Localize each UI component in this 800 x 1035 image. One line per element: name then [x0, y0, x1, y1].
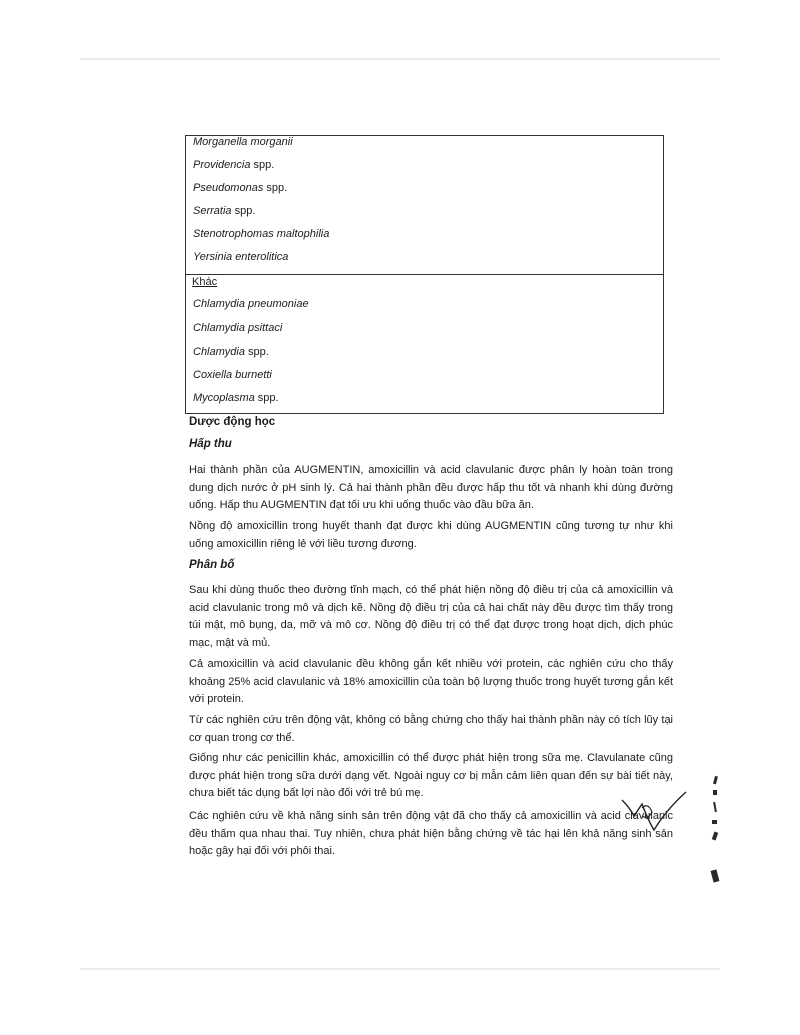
organism-row: Yersinia enterolitica: [193, 251, 289, 263]
paragraph-distribution-5: Các nghiên cứu về khả năng sinh sản trên động vật đã cho thấy cả amoxicillin và acid clavulanic đều thấm qua nhau thai. Tuy nhiên, chưa phát hiện bằng chứng về tác hại lên khả năng sinh sản hoặc gây hại đối với phôi thai.: [189, 810, 673, 857]
organism-row: Stenotrophomas maltophilia: [193, 228, 330, 240]
scan-artifact-top: [80, 58, 720, 60]
organism-row: Providencia spp.: [193, 159, 275, 171]
organism-row: Chlamydia pneumoniae: [193, 298, 309, 310]
paragraph-distribution-2: Cả amoxicillin và acid clavulanic đều không gắn kết nhiều với protein, các nghiên cứu cho thấy khoảng 25% acid clavulanic và 18% amoxicillin của toàn bộ lượng thuốc trong huyết tương gắn kết với protein.: [189, 658, 673, 705]
organism-row: Mycoplasma spp.: [193, 392, 279, 404]
paragraph-absorption-2: Nồng độ amoxicillin trong huyết thanh đạt được khi dùng AUGMENTIN cũng tương tự như khi uống amoxicillin riêng lẻ với liều tương đương.: [189, 520, 673, 550]
organism-row: Chlamydia psittaci: [193, 322, 283, 334]
scan-artifact-bottom: [80, 968, 720, 970]
paragraph-distribution-1: Sau khi dùng thuốc theo đường tĩnh mạch, có thể phát hiện nồng độ điều trị của cả amoxicillin và acid clavulanic trong mô và dịch kẽ. Nồng độ điều trị của cả hai chất này đều được tìm thấy trong túi mật, mô bụng, da, mỡ và mô cơ. Nồng độ điều trị có thể đạt được trong hoạt dịch, dịch phúc mạc, mật và mủ.: [189, 584, 673, 649]
section-heading-pharmacokinetics: Dược động học: [189, 416, 276, 428]
group-title-other: Khác: [192, 276, 218, 288]
handwritten-signature-icon: [620, 790, 690, 840]
paragraph-absorption-1: Hai thành phần của AUGMENTIN, amoxicillin và acid clavulanic được phân ly hoàn toàn trong dung dịch nước ở pH sinh lý. Cả hai thành phần đều được hấp thu tốt và nhanh khi dùng đường uống. Hấp thu AUGMENTIN đạt tối ưu khi uống thuốc vào đầu bữa ăn.: [189, 464, 673, 511]
paragraph-distribution-3: Từ các nghiên cứu trên động vật, không có bằng chứng cho thấy hai thành phần này có tích lũy tại cơ quan trong cơ thể.: [189, 714, 673, 744]
organism-row: Morganella morganii: [193, 136, 293, 148]
organism-row: Chlamydia spp.: [193, 346, 269, 358]
table-divider: [186, 274, 663, 275]
margin-stamp-icon: [706, 770, 726, 890]
paragraph-distribution-4: Giống như các penicillin khác, amoxicillin có thể được phát hiện trong sữa mẹ. Clavulanate cũng được phát hiện trong sữa dưới dạng vết. Ngoài nguy cơ bị mẫn cảm liên quan đến sự bài tiết này, chưa biết tác dụng bất lợi nào đối với trẻ bú mẹ.: [189, 752, 673, 799]
organism-row: Coxiella burnetti: [193, 369, 272, 381]
organism-row: Pseudomonas spp.: [193, 182, 288, 194]
subheading-absorption: Hấp thu: [189, 438, 232, 450]
organism-table: [185, 135, 664, 414]
organism-row: Serratia spp.: [193, 205, 256, 217]
subheading-distribution: Phân bố: [189, 559, 235, 571]
